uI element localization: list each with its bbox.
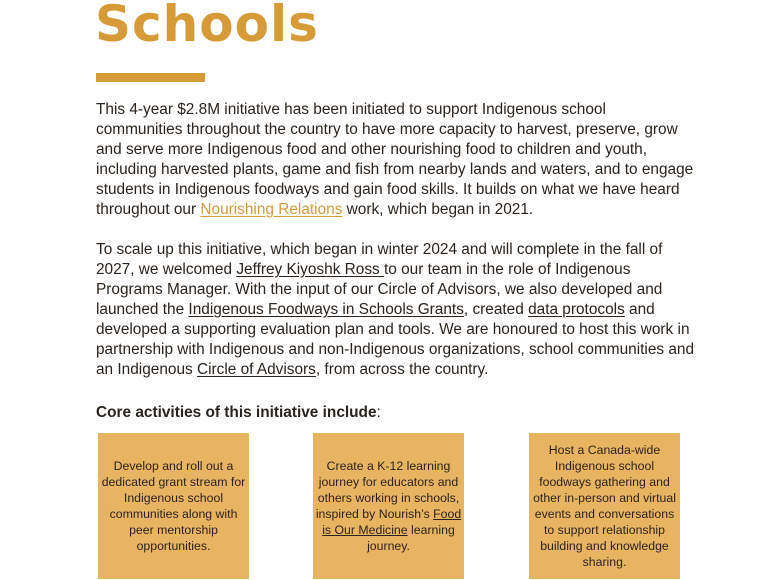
- intro-paragraph: [96, 100, 696, 220]
- activity-card-learning-journey-text: [315, 458, 462, 554]
- core-activities-heading-text: Core activities of this initiative include: [96, 404, 377, 421]
- intro-text-end: work, which began in 2021.: [342, 201, 534, 218]
- learning-journey-text-end: learning journey.: [367, 523, 455, 553]
- core-activities-heading-colon: :: [376, 404, 381, 421]
- activity-card-gathering-text: Host a Canada-wide Indigenous school foodways gathering and other in-person and virtual events and conversations to support relationship building and knowledge sharing.: [533, 443, 676, 569]
- activity-card-grants-text: Develop and roll out a dedicated grant stream for Indigenous school communities along with peer mentorship opportunities.: [101, 459, 246, 553]
- nourishing-relations-link[interactable]: Nourishing Relations: [200, 201, 343, 218]
- scale-up-text-3: , created: [463, 301, 529, 318]
- scale-up-text-2: to our team in the role of Indigenous Programs Manager. With the input of our Circle of Advisors, we also developed and launched the: [96, 261, 663, 318]
- circle-of-advisors-link[interactable]: Circle of Advisors: [196, 361, 316, 378]
- scale-up-text-5: , from across the country.: [315, 361, 489, 378]
- activity-card-grants: [98, 433, 249, 579]
- activity-card-gathering: [529, 433, 680, 579]
- learning-journey-text-start: Create a K-12 learning journey for educators and others working in schools, inspired by Nourish’s: [315, 459, 460, 521]
- scale-up-text-4: and developed a supporting evaluation plan and tools. We are honoured to host this work in partnership with Indigenous and non-Indigenous organizations, school communities and an Indigenous: [96, 301, 695, 378]
- data-protocols-link[interactable]: data protocols: [528, 301, 625, 318]
- page-title: Schools: [95, 0, 319, 53]
- foodways-grants-link[interactable]: Indigenous Foodways in Schools Grants: [188, 301, 464, 318]
- core-activities-heading: [96, 403, 381, 423]
- jeffrey-kiyoshk-ross-link[interactable]: Jeffrey Kiyoshk Ross: [236, 261, 385, 278]
- food-is-our-medicine-link[interactable]: Food is Our Medicine: [322, 507, 462, 537]
- intro-text: This 4-year $2.8M initiative has been initiated to support Indigenous school communities throughout the country to have more capacity to harvest, preserve, grow and serve more Indigenous food and other nourishing food to children and youth, including harvested plants, game and fish from nearby lands and waters, and to engage students in Indigenous foodways and gain food skills. It builds on what we have heard throughout our: [96, 101, 694, 218]
- title-underline-bar: [96, 73, 205, 82]
- activity-card-learning-journey: [313, 433, 464, 579]
- scale-up-text-1: To scale up this initiative, which began in winter 2024 and will complete in the fall of 2027, we welcomed: [96, 241, 663, 278]
- scale-up-paragraph: [96, 240, 696, 380]
